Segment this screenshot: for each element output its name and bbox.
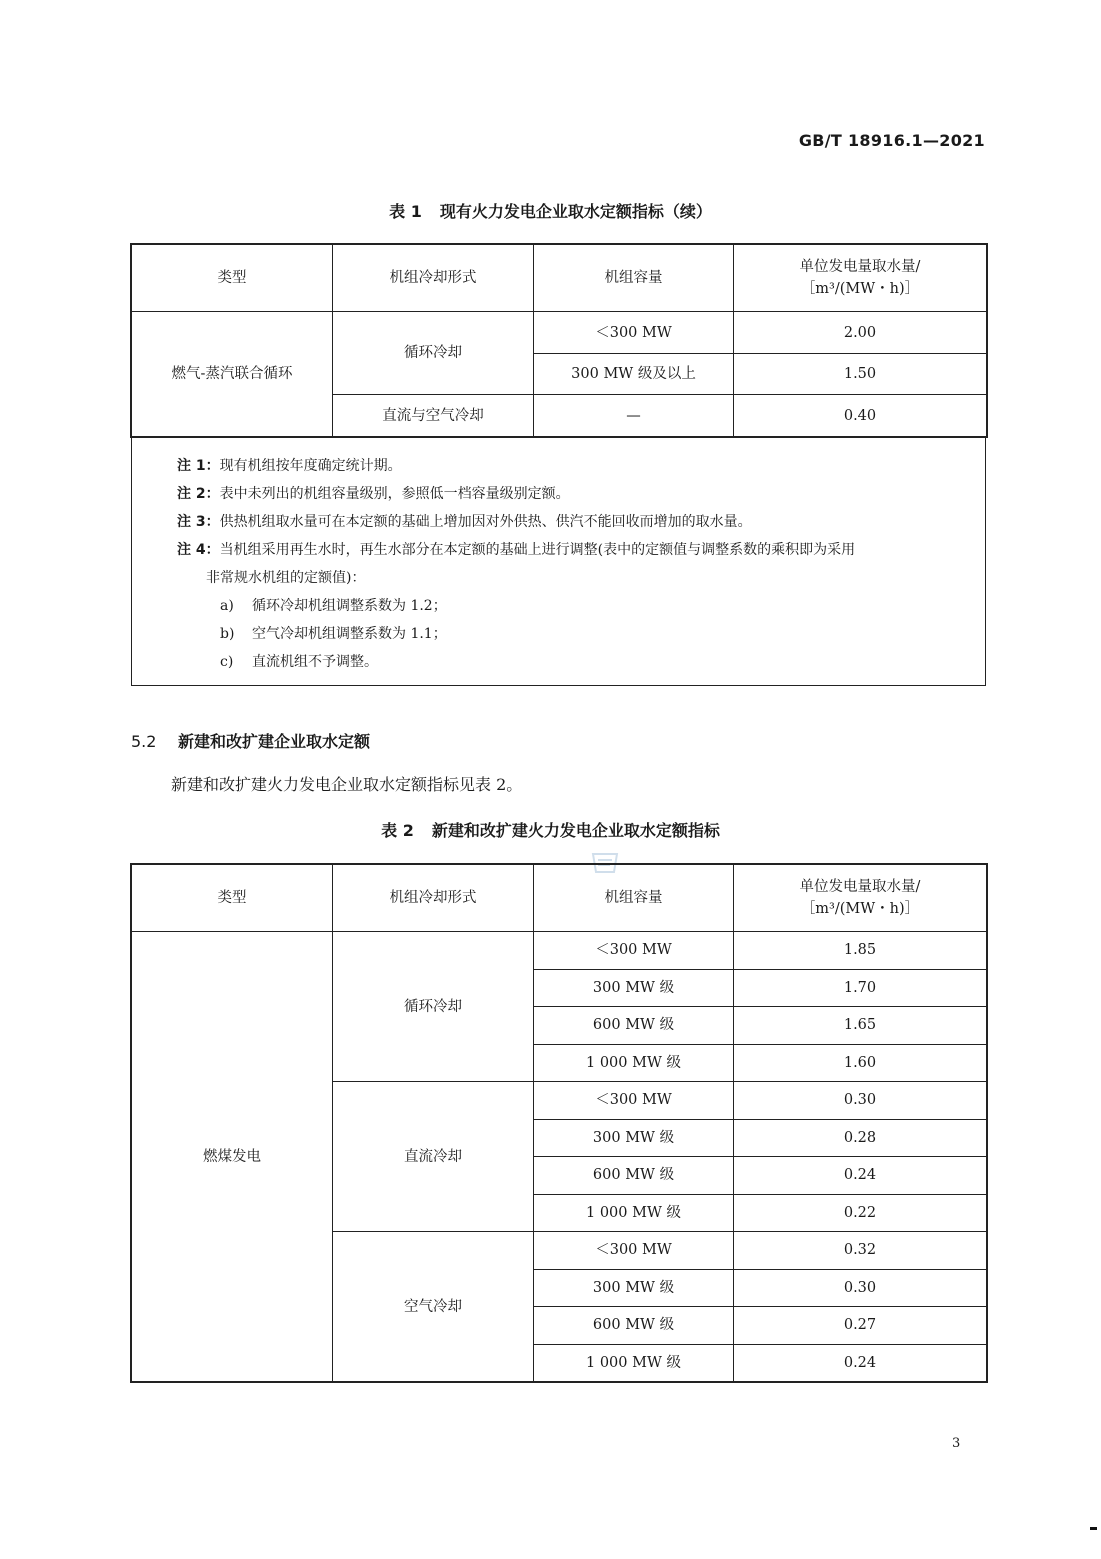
table2-cooling-cell: 循环冷却 <box>333 932 534 1082</box>
table2-value-cell: 1.60 <box>734 1044 987 1082</box>
table2-header-cooling: 机组冷却形式 <box>333 865 534 932</box>
table2-capacity-cell: 1 000 MW 级 <box>534 1044 734 1082</box>
table2-value-cell: 0.22 <box>734 1194 987 1232</box>
table2-header-type: 类型 <box>132 865 333 932</box>
table1-capacity-cell: ＜300 MW <box>534 312 734 354</box>
table2-capacity-cell: 600 MW 级 <box>534 1007 734 1045</box>
table2-capacity-cell: 600 MW 级 <box>534 1157 734 1195</box>
table2-value-cell: 0.27 <box>734 1307 987 1345</box>
table1-notes <box>131 436 986 686</box>
table2-capacity-cell: ＜300 MW <box>534 932 734 970</box>
standard-number: GB/T 18916.1—2021 <box>798 131 985 150</box>
sub-item-label: b) <box>220 626 235 642</box>
note-label: 注 3： <box>177 514 220 530</box>
section-heading <box>131 729 370 752</box>
table2-type-cell: 燃煤发电 <box>132 932 333 1382</box>
table-row <box>132 312 987 354</box>
table2-capacity-cell: 1 000 MW 级 <box>534 1194 734 1232</box>
table2-title-text: 新建和改扩建火力发电企业取水定额指标 <box>431 821 720 840</box>
note-label: 注 2： <box>177 486 220 502</box>
table1 <box>131 244 987 437</box>
note-3 <box>177 511 752 531</box>
table2-value-cell: 0.30 <box>734 1269 987 1307</box>
table1-value-cell: 1.50 <box>734 354 987 395</box>
table2 <box>131 864 987 1382</box>
table2-capacity-cell: 300 MW 级 <box>534 1119 734 1157</box>
table2-value-cell: 1.85 <box>734 932 987 970</box>
table2-value-cell: 0.32 <box>734 1232 987 1270</box>
scan-edge-mark <box>1090 1527 1097 1530</box>
table2-value-cell: 0.24 <box>734 1344 987 1382</box>
table2-capacity-cell: ＜300 MW <box>534 1232 734 1270</box>
note-sub-item-c <box>220 651 378 671</box>
body-paragraph: 新建和改扩建火力发电企业取水定额指标见表 2。 <box>171 775 523 794</box>
table1-header-capacity: 机组容量 <box>534 245 734 312</box>
page-number: 3 <box>952 1436 961 1451</box>
table2-value-cell: 0.24 <box>734 1157 987 1195</box>
table2-header-row <box>132 865 987 932</box>
note-text: 现有机组按年度确定统计期。 <box>219 458 402 474</box>
table1-type-cell: 燃气-蒸汽联合循环 <box>132 312 333 437</box>
section-title: 新建和改扩建企业取水定额 <box>178 732 371 751</box>
table2-value-cell: 0.30 <box>734 1082 987 1120</box>
section-number: 5.2 <box>131 732 157 751</box>
note-4-continuation: 非常规水机组的定额值)： <box>206 570 366 586</box>
note-sub-item-a <box>220 595 447 615</box>
note-2 <box>177 483 570 503</box>
table2-capacity-cell: 600 MW 级 <box>534 1307 734 1345</box>
table2-cooling-cell: 空气冷却 <box>333 1232 534 1382</box>
note-label: 注 4： <box>177 542 220 558</box>
sub-item-text: 循环冷却机组调整系数为 1.2； <box>252 598 447 614</box>
table1-title-text: 现有火力发电企业取水定额指标（续） <box>439 202 712 221</box>
sub-item-label: c) <box>220 654 234 670</box>
note-4 <box>177 539 855 559</box>
table1-cooling-cell: 直流与空气冷却 <box>333 395 534 437</box>
sub-item-text: 直流机组不予调整。 <box>252 654 378 670</box>
note-text: 当机组采用再生水时，再生水部分在本定额的基础上进行调整(表中的定额值与调整系数的乘积即为采用 <box>219 542 856 558</box>
table2-value-cell: 1.70 <box>734 969 987 1007</box>
table1-value-cell: 2.00 <box>734 312 987 354</box>
sub-item-text: 空气冷却机组调整系数为 1.1； <box>252 626 447 642</box>
note-sub-item-b <box>220 623 447 643</box>
table2-header-value-unit: ［m³/(MW・h)］ <box>800 901 920 917</box>
table1-header-row <box>132 245 987 312</box>
table2-title <box>0 818 1101 841</box>
table2-header-value <box>734 865 987 932</box>
table1-value-cell: 0.40 <box>734 395 987 437</box>
table2-header-capacity: 机组容量 <box>534 865 734 932</box>
table2-capacity-cell: ＜300 MW <box>534 1082 734 1120</box>
table1-cooling-cell: 循环冷却 <box>333 312 534 395</box>
note-text: 表中未列出的机组容量级别，参照低一档容量级别定额。 <box>219 486 570 502</box>
note-label: 注 1： <box>177 458 220 474</box>
table2-capacity-cell: 1 000 MW 级 <box>534 1344 734 1382</box>
table1-header-type: 类型 <box>132 245 333 312</box>
table2-capacity-cell: 300 MW 级 <box>534 1269 734 1307</box>
table2-value-cell: 1.65 <box>734 1007 987 1045</box>
table1-header-value <box>734 245 987 312</box>
table1-capacity-cell: 300 MW 级及以上 <box>534 354 734 395</box>
table1-header-cooling: 机组冷却形式 <box>333 245 534 312</box>
table2-header-value-line1: 单位发电量取水量/ <box>799 879 921 895</box>
table-row <box>132 932 987 970</box>
table2-value-cell: 0.28 <box>734 1119 987 1157</box>
table1-title <box>0 199 1101 222</box>
table2-capacity-cell: 300 MW 级 <box>534 969 734 1007</box>
table1-title-label: 表 1 <box>389 202 422 221</box>
table2-cooling-cell: 直流冷却 <box>333 1082 534 1232</box>
table1-header-value-unit: ［m³/(MW・h)］ <box>800 281 920 297</box>
table1-capacity-cell: — <box>534 395 734 437</box>
table1-header-value-line1: 单位发电量取水量/ <box>799 259 921 275</box>
note-1 <box>177 455 402 475</box>
table2-title-label: 表 2 <box>381 821 414 840</box>
note-text: 供热机组取水量可在本定额的基础上增加因对外供热、供汽不能回收而增加的取水量。 <box>219 514 752 530</box>
sub-item-label: a) <box>220 598 234 614</box>
